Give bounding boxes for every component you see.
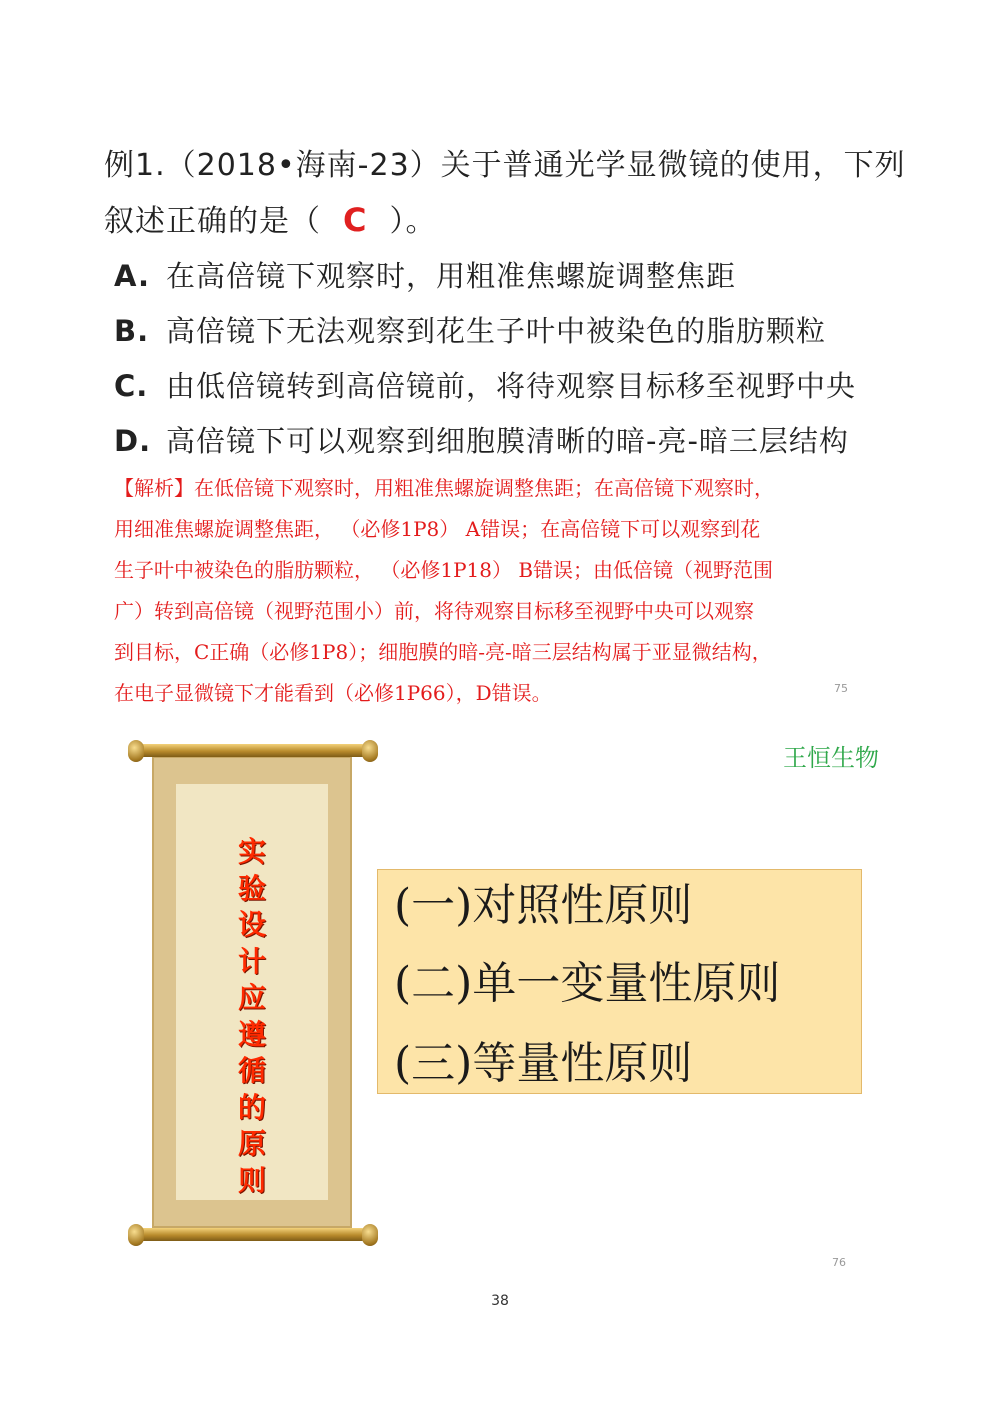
scroll-paper bbox=[152, 756, 352, 1228]
scroll-rod-bottom bbox=[136, 1228, 368, 1241]
question-stem-close: ）。 bbox=[389, 204, 437, 239]
answer-letter: C bbox=[343, 201, 368, 239]
option-text: 由低倍镜转到高倍镜前，将待观察目标移至视野中央 bbox=[166, 369, 857, 403]
analysis-line-2: 用细准焦螺旋调整焦距， （必修1P8） A错误；在高倍镜下可以观察到花 bbox=[114, 517, 761, 541]
scroll-char: 计 bbox=[237, 944, 266, 978]
analysis-line-6: 在电子显微镜下才能看到（必修1P66），D错误。 bbox=[114, 681, 552, 705]
option-letter: A. bbox=[114, 259, 150, 293]
scroll-title bbox=[176, 834, 328, 1199]
principle-1: (一)对照性原则 bbox=[394, 880, 693, 931]
slide-number-75: 75 bbox=[834, 682, 848, 695]
question-line-1: 例1.（2018•海南-23）关于普通光学显微镜的使用，下列 bbox=[104, 148, 906, 183]
scroll-knob bbox=[362, 1224, 378, 1246]
scroll-knob bbox=[128, 1224, 144, 1246]
option-letter: C. bbox=[114, 369, 149, 403]
option-d bbox=[114, 421, 849, 461]
option-text: 高倍镜下可以观察到细胞膜清晰的暗-亮-暗三层结构 bbox=[166, 424, 849, 458]
option-b bbox=[114, 311, 826, 351]
scroll-char: 原 bbox=[237, 1127, 266, 1160]
page-number: 38 bbox=[491, 1293, 509, 1309]
scroll-char: 遵 bbox=[237, 1017, 266, 1051]
slide-number-76: 76 bbox=[832, 1256, 846, 1269]
scroll-knob bbox=[362, 740, 378, 762]
principles-box bbox=[377, 869, 862, 1094]
scroll-char: 应 bbox=[237, 981, 266, 1014]
option-letter: D. bbox=[114, 424, 152, 458]
scroll-char: 验 bbox=[237, 871, 266, 905]
option-a bbox=[114, 256, 736, 296]
scroll-paper-inner bbox=[176, 784, 328, 1200]
question-stem-end: 叙述正确的是（ bbox=[104, 204, 321, 239]
scroll-char: 实 bbox=[237, 835, 266, 868]
option-text: 在高倍镜下观察时，用粗准焦螺旋调整焦距 bbox=[166, 259, 737, 293]
scroll-char: 则 bbox=[237, 1163, 266, 1197]
option-letter: B. bbox=[114, 314, 150, 348]
principle-2: (二)单一变量性原则 bbox=[394, 958, 781, 1009]
option-text: 高倍镜下无法观察到花生子叶中被染色的脂肪颗粒 bbox=[166, 314, 827, 348]
analysis-line-1: 【解析】在低倍镜下观察时，用粗准焦螺旋调整焦距；在高倍镜下观察时， bbox=[114, 476, 774, 500]
analysis-line-4: 广）转到高倍镜（视野范围小）前，将待观察目标移至视野中央可以观察 bbox=[114, 599, 754, 623]
scroll-char: 循 bbox=[237, 1054, 266, 1087]
analysis-line-5: 到目标，C正确（必修1P8）；细胞膜的暗-亮-暗三层结构属于亚显微结构， bbox=[114, 640, 772, 664]
principle-3: (三)等量性原则 bbox=[394, 1038, 693, 1089]
scroll-knob bbox=[128, 740, 144, 762]
scroll-char: 的 bbox=[237, 1090, 266, 1124]
option-c bbox=[114, 366, 856, 406]
scroll-rod-top bbox=[136, 744, 368, 757]
brand-label: 王恒生物 bbox=[783, 744, 879, 772]
scroll-char: 设 bbox=[237, 908, 266, 941]
question-line-2 bbox=[104, 200, 436, 242]
analysis-line-3: 生子叶中被染色的脂肪颗粒， （必修1P18） B错误；由低倍镜（视野范围 bbox=[114, 558, 774, 582]
